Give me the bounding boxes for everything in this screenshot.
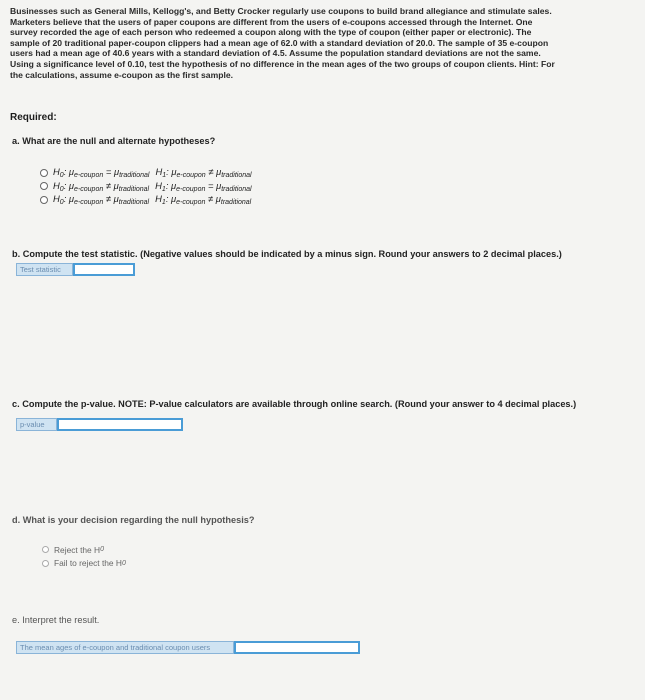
problem-line: users had a mean age of 40.6 years with a standard deviation of 4.5. Assume the population standard deviations are not the same. [10, 48, 541, 59]
question-a: a. What are the null and alternate hypotheses? [12, 136, 216, 146]
problem-statement [10, 6, 635, 80]
h1-expression: $H_1$: $\mu_{e-coupon} \ne \mu_{traditional}$ [155, 193, 252, 207]
problem-line: Businesses such as General Mills, Kellogg's, and Betty Crocker regularly use coupons to build brand allegiance and stimulate sales. [10, 6, 552, 16]
question-c: c. Compute the p-value. NOTE: P-value calculators are available through online search. (Round your answer to 4 decimal places.) [12, 399, 577, 409]
decision-options [42, 543, 126, 570]
question-d: d. What is your decision regarding the null hypothesis? [12, 515, 255, 525]
test-statistic-label: Test statistic [16, 263, 73, 276]
test-statistic-field [16, 263, 135, 276]
radio-button[interactable] [42, 546, 49, 553]
radio-button[interactable] [40, 196, 48, 204]
h0-expression: $H_0$: $\mu_{e-coupon} \ne \mu_{traditional}$ [53, 193, 150, 207]
question-e: e. Interpret the result. [12, 615, 100, 625]
interpretation-select[interactable] [234, 641, 360, 654]
h0-expression: $H_0$: $\mu_{e-coupon} = \mu_{traditional}$ [53, 166, 150, 180]
hypotheses-options [40, 166, 252, 207]
reject-option[interactable] [42, 543, 126, 557]
problem-line: sample of 20 traditional paper-coupon clippers had a mean age of 62.0 with a standard deviation of 20.0. The sample of 35 e-coupon [10, 37, 549, 48]
hypothesis-option[interactable] [40, 166, 252, 180]
required-heading: Required: [10, 112, 57, 123]
interpretation-field [16, 641, 360, 654]
radio-button[interactable] [42, 560, 49, 567]
p-value-label: p-value [16, 418, 57, 431]
h0-expression: $H_0$: $\mu_{e-coupon} \ne \mu_{traditional}$ [53, 179, 150, 193]
problem-line: Marketers believe that the users of paper coupons are different from the users of e-coupons accessed through the Internet. One [10, 16, 533, 27]
h1-expression: $H_1$: $\mu_{e-coupon} = \mu_{traditional}$ [155, 179, 252, 193]
hypothesis-option[interactable] [40, 193, 252, 207]
fail-to-reject-option[interactable] [42, 557, 126, 571]
p-value-field [16, 418, 183, 431]
test-statistic-input[interactable] [73, 263, 135, 276]
radio-button[interactable] [40, 169, 48, 177]
fail-to-reject-label: Fail to reject the H [54, 558, 122, 569]
p-value-input[interactable] [57, 418, 183, 431]
h0-subscript: 0 [100, 546, 104, 554]
problem-line: Using a significance level of 0.10, test the hypothesis of no difference in the mean ages of the two groups of coupon clients. Hint: For [10, 58, 555, 69]
h1-expression: $H_1$: $\mu_{e-coupon} \ne \mu_{traditional}$ [155, 166, 252, 180]
problem-line: the calculations, assume e-coupon as the first sample. [10, 69, 234, 80]
problem-line: survey recorded the age of each person who redeemed a coupon along with the type of coupon (either paper or electronic). The [10, 27, 532, 38]
radio-button[interactable] [40, 182, 48, 190]
h0-subscript: 0 [121, 559, 126, 567]
interpretation-label: The mean ages of e-coupon and traditional coupon users [16, 641, 234, 654]
reject-label: Reject the H [54, 544, 101, 555]
question-b: b. Compute the test statistic. (Negative values should be indicated by a minus sign. Round your answers to 2 decimal places.) [12, 249, 562, 259]
hypothesis-option[interactable] [40, 180, 252, 194]
